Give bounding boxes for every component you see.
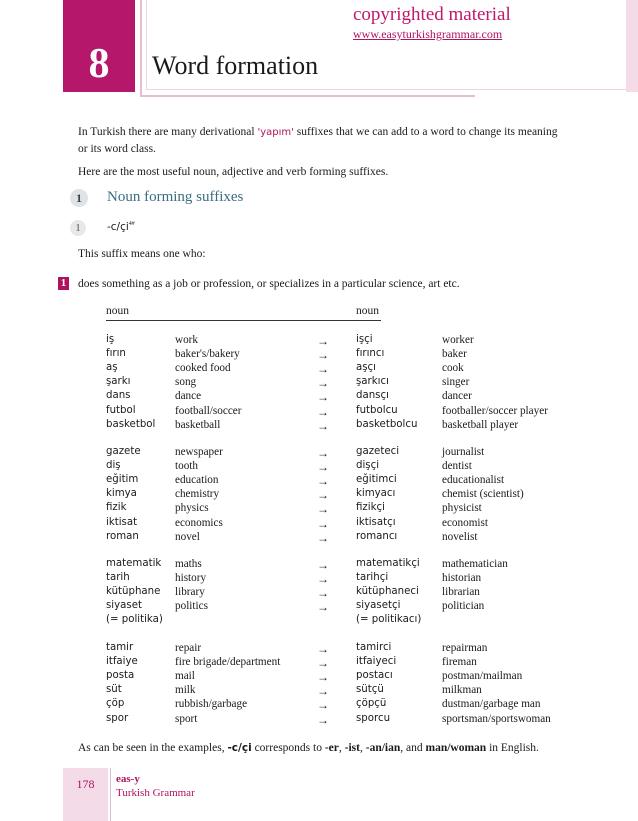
arrow-icon: → [317,642,329,656]
english-word: chemistry [175,488,220,501]
arrow-icon: → [317,586,329,601]
english-word: song [175,376,197,389]
turkish-derived-word: tamirci [356,642,392,653]
arrow-icon: → [317,418,329,433]
turkish-derived-word: sporcu [356,712,391,724]
english-word: novel [175,530,200,543]
english-derived-word: librarian [442,586,480,599]
english-word: fire brigade/department [175,656,281,669]
arrow-icon: → [317,404,329,419]
english-word: baker's/bakery [175,348,240,361]
brand-logo-line-1: eas-y [116,773,140,785]
column-header-rule [106,320,371,321]
turkish-word: fizik [106,502,127,514]
arrow-icon: → [317,390,329,405]
english-derived-word: footballer/soccer player [442,404,548,417]
table-row [0,558,638,572]
arrow-icon: → [317,656,329,671]
table-row [0,517,638,531]
turkish-derived-word: şarkıcı [356,376,389,388]
table-row [0,713,638,727]
table-row [0,446,638,460]
footer-page-box [63,768,108,821]
table-row [0,334,638,348]
footer-divider [110,768,111,821]
english-derived-word: mathematician [442,558,508,570]
turkish-derived-word: dansçı [356,390,389,402]
turkish-word: çöp [106,698,125,710]
turkish-word: futbol [106,404,136,416]
arrow-icon: → [317,460,329,475]
english-derived-word: singer [442,376,470,389]
turkish-derived-word: kimyacı [356,488,396,500]
english-derived-word: milkman [442,684,482,697]
turkish-word: iş [106,334,115,345]
turkish-word: dans [106,390,131,402]
english-word: repair [175,642,202,654]
turkish-word: tarih [106,572,130,584]
turkish-derived-word: (= politikacı) [356,614,422,626]
arrow-icon: → [317,600,329,615]
arrow-icon: → [317,488,329,503]
turkish-word: aş [106,362,118,374]
turkish-derived-word: tarihçi [356,572,389,584]
arrow-icon: → [317,516,329,531]
arrow-icon: → [317,572,329,587]
arrow-icon: → [317,558,329,572]
arrow-icon: → [317,474,329,489]
turkish-word: siyaset [106,600,142,612]
header-rule [146,89,626,90]
intro-paragraph-2: Here are the most useful noun, adjective and verb forming suffixes. [78,166,389,178]
english-derived-word: chemist (scientist) [442,488,524,501]
turkish-derived-word: romancı [356,530,398,542]
turkish-word: itfaiye [106,656,138,668]
english-derived-word: basketball player [442,418,519,431]
english-derived-word: dancer [442,390,472,403]
arrow-icon: → [317,334,329,348]
subsection-number-badge: 1 [70,220,86,236]
meaning-text: does something as a job or profession, or specializes in a particular science, art etc. [78,278,460,290]
english-word: physics [175,502,209,515]
arrow-icon: → [317,670,329,685]
english-word: education [175,474,219,487]
english-derived-word: physicist [442,502,482,515]
turkish-word: iktisat [106,516,138,528]
page-number: 178 [76,777,95,791]
english-derived-word: repairman [442,642,488,654]
turkish-derived-word: fırıncı [356,348,385,360]
english-word: tooth [175,460,198,473]
arrow-icon: → [317,530,329,545]
turkish-word: spor [106,712,129,724]
turkish-word: basketbol [106,418,156,430]
column-header-rule-right [356,320,381,321]
table-row [0,698,638,712]
copyright-notice: copyrighted material [353,4,511,25]
arrow-icon: → [317,712,329,727]
arrow-icon: → [317,698,329,713]
subsection-title: $-c/çi^{4\#}$ [107,221,135,233]
turkish-derived-word: kütüphaneci [356,586,419,598]
turkish-derived-word: aşçı [356,362,376,374]
turkish-derived-word: iktisatçı [356,516,396,528]
turkish-derived-word: çöpçü [356,698,387,710]
english-word: history [175,572,207,585]
table-row [0,474,638,488]
turkish-word: kütüphane [106,586,161,598]
intro-paragraph: In Turkish there are many derivational 'yapım' suffixes that we can add to a word to change its meaning or its word class. [78,126,558,155]
table-row [0,362,638,376]
english-word: rubbish/garbage [175,698,248,711]
english-word: newspaper [175,446,223,458]
chapter-number: 8 [88,41,110,87]
english-word: basketball [175,418,221,431]
turkish-derived-word: eğitimci [356,474,397,486]
english-word: economics [175,516,223,529]
turkish-derived-word: gazeteci [356,446,400,457]
turkish-derived-word: matematikçi [356,558,420,569]
english-derived-word: sportsman/sportswoman [442,712,551,725]
column-header-noun-right: noun [356,305,379,317]
table-row [0,600,638,614]
arrow-icon: → [317,684,329,699]
turkish-word: posta [106,670,135,682]
english-derived-word: worker [442,334,474,346]
turkish-word: süt [106,684,122,696]
turkish-word: gazete [106,446,141,457]
table-row [0,460,638,474]
arrow-icon: → [317,502,329,517]
turkish-word: (= politika) [106,614,163,626]
turkish-word: kimya [106,488,137,500]
english-word: football/soccer [175,404,242,417]
english-derived-word: historian [442,572,482,585]
section-title: Noun forming suffixes [107,189,244,205]
website-link[interactable]: www.easyturkishgrammar.com [353,27,503,41]
section-number-badge: 1 [70,189,88,207]
turkish-derived-word: itfaiyeci [356,656,397,668]
turkish-derived-word: dişçi [356,460,380,472]
turkish-derived-word: postacı [356,670,393,682]
turkish-derived-word: sütçü [356,684,384,696]
table-row [0,642,638,656]
meaning-intro: This suffix means one who: [78,248,206,260]
turkish-word: eğitim [106,474,139,486]
table-row [0,614,638,628]
turkish-word: fırın [106,348,126,360]
title-underline [140,95,475,97]
column-header-noun-left: noun [106,305,129,317]
english-word: milk [175,684,196,697]
header-divider-inner [146,0,147,90]
turkish-word: şarkı [106,376,131,388]
english-derived-word: baker [442,348,467,361]
table-row [0,656,638,670]
arrow-icon: → [317,348,329,363]
english-word: dance [175,390,202,403]
english-derived-word: dustman/garbage man [442,698,541,711]
brand-logo-line-2: Turkish Grammar [116,787,195,799]
table-row [0,586,638,600]
turkish-derived-word: işçi [356,334,373,345]
turkish-word: diş [106,460,121,472]
turkish-word: tamir [106,642,134,653]
meaning-number-badge: 1 [58,277,69,290]
english-derived-word: journalist [442,446,485,458]
turkish-derived-word: siyasetçi [356,600,401,612]
english-word: work [175,334,198,346]
english-word: library [175,586,205,599]
table-row [0,502,638,516]
arrow-icon: → [317,362,329,377]
table-row [0,348,638,362]
english-word: politics [175,600,208,613]
table-row [0,531,638,545]
turkish-derived-word: basketbolcu [356,418,418,430]
english-derived-word: dentist [442,460,472,473]
table-row [0,376,638,390]
table-row [0,572,638,586]
turkish-word: roman [106,530,139,542]
yapim-term: 'yapım' [257,127,294,138]
conclusion-text: As can be seen in the examples, -c/çi corresponds to -er, -ist, -an/ian, and man/woman in English. [78,742,539,754]
english-word: sport [175,712,198,725]
table-row [0,390,638,404]
english-derived-word: fireman [442,656,477,669]
header-right-bar [626,0,638,92]
english-derived-word: economist [442,516,488,529]
english-derived-word: politician [442,600,485,613]
english-word: cooked food [175,362,231,375]
table-row [0,405,638,419]
table-row [0,488,638,502]
table-row [0,419,638,433]
turkish-word: matematik [106,558,162,569]
english-derived-word: educationalist [442,474,505,487]
page-title: Word formation [152,51,319,80]
english-derived-word: cook [442,362,464,375]
turkish-derived-word: futbolcu [356,404,398,416]
table-row [0,684,638,698]
arrow-icon: → [317,446,329,460]
english-word: mail [175,670,195,683]
turkish-derived-word: fizikçi [356,502,385,514]
english-word: maths [175,558,202,570]
table-row [0,670,638,684]
english-derived-word: novelist [442,530,478,543]
arrow-icon: → [317,376,329,391]
english-derived-word: postman/mailman [442,670,523,683]
header-divider [140,0,142,96]
